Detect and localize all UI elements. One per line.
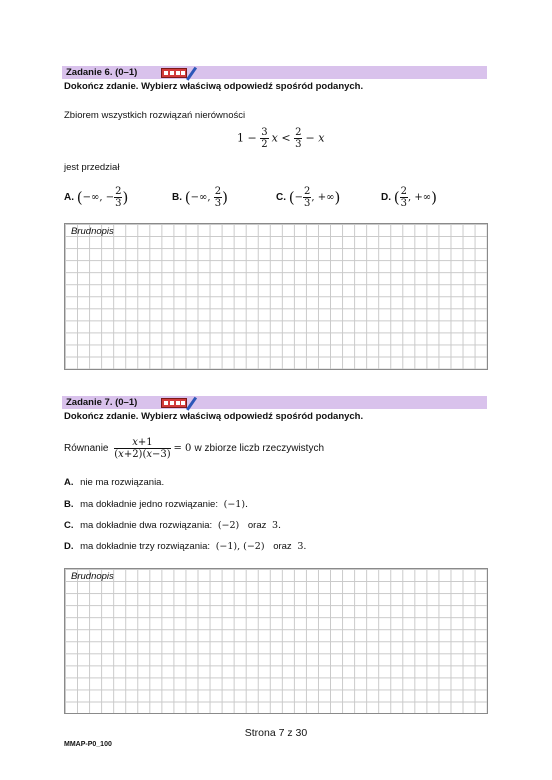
task7-option-c[interactable]: C. ma dokładnie dwa rozwiązania: (−2) oraz 3. bbox=[64, 520, 282, 531]
task6-intro: Zbiorem wszystkich rozwiązań nierówności bbox=[64, 110, 246, 121]
option-label: B. bbox=[64, 499, 74, 510]
equation-suffix: w zbiorze liczb rzeczywistych bbox=[194, 443, 325, 454]
oraz-text: oraz bbox=[247, 520, 267, 531]
draft-grid-task7[interactable] bbox=[64, 568, 488, 714]
document-code: MMAP-P0_100 bbox=[64, 741, 112, 748]
option-text: ma dokładnie dwa rozwiązania: bbox=[80, 520, 213, 531]
task7-option-a[interactable] bbox=[64, 477, 164, 488]
pen-icon bbox=[186, 397, 197, 411]
task7-equation-line: Równanie $\frac{x+1}{(x+2)(x-3)}$ = 0 w zbiorze liczb rzeczywistych bbox=[64, 437, 325, 460]
pen-icon bbox=[186, 67, 197, 81]
option-label: A. bbox=[64, 477, 74, 488]
option-label: C. bbox=[276, 192, 286, 204]
task7-option-b[interactable]: B. ma dokładnie jedno rozwiązanie: (−1). bbox=[64, 499, 249, 510]
equation-prefix: Równanie bbox=[64, 443, 109, 454]
oraz-text: oraz bbox=[273, 541, 292, 552]
option-label: D. bbox=[64, 541, 74, 552]
task6-option-a[interactable]: A. (−∞, − $\frac{2}{3}$ ) bbox=[64, 186, 129, 209]
option-text: ma dokładnie jedno rozwiązanie: bbox=[80, 499, 218, 510]
task6-inequality: 1 − $\frac{3}{2}$ x < $\frac{2}{3}$ − x bbox=[237, 127, 325, 150]
option-text: ma dokładnie trzy rozwiązania: bbox=[80, 541, 211, 552]
score-boxes-icon bbox=[161, 68, 187, 78]
draft-label: Brudnopis bbox=[71, 226, 114, 237]
task6-title: Zadanie 6. (0–1) bbox=[66, 67, 138, 78]
option-label: D. bbox=[381, 192, 391, 204]
page-number: Strona 7 z 30 bbox=[244, 727, 308, 739]
draft-grid-task6[interactable] bbox=[64, 223, 488, 370]
task7-title: Zadanie 7. (0–1) bbox=[66, 397, 138, 408]
task6-header-bar bbox=[62, 66, 487, 79]
option-label: C. bbox=[64, 520, 74, 531]
task6-instruction: Dokończ zdanie. Wybierz właściwą odpowiedź spośród podanych. bbox=[64, 81, 364, 92]
score-boxes-icon bbox=[161, 398, 187, 408]
task7-header-bar bbox=[62, 396, 487, 409]
task7-option-d[interactable]: D. ma dokładnie trzy rozwiązania: (−1), (−2) oraz 3. bbox=[64, 541, 307, 552]
task6-option-b[interactable]: B. (−∞, $\frac{2}{3}$ ) bbox=[172, 186, 228, 209]
task7-instruction: Dokończ zdanie. Wybierz właściwą odpowiedź spośród podanych. bbox=[64, 411, 364, 422]
draft-label: Brudnopis bbox=[71, 571, 114, 582]
option-label: B. bbox=[172, 192, 182, 204]
task6-option-d[interactable]: D. ( $\frac{2}{3}$ , +∞) bbox=[381, 186, 437, 209]
option-label: A. bbox=[64, 192, 74, 204]
option-text: nie ma rozwiązania. bbox=[80, 477, 165, 488]
task6-option-c[interactable]: C. (− $\frac{2}{3}$ , +∞) bbox=[276, 186, 341, 209]
task6-after: jest przedział bbox=[64, 162, 120, 173]
